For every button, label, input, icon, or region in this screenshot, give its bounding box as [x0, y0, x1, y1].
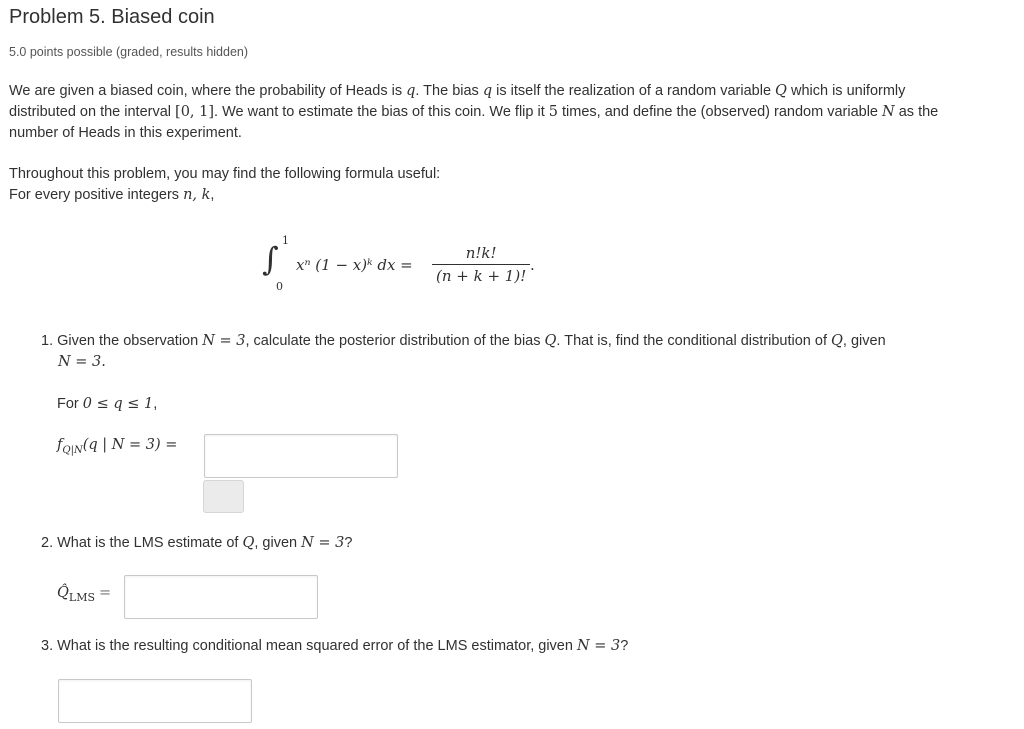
formula-intro-line-2: For every positive integers n, k,	[9, 187, 215, 203]
intro-line-2: distributed on the interval [0, 1]. We want to estimate the bias of this coin. We flip it 5 times, and define the (observed) random variable N as the	[9, 104, 939, 120]
formula-intro-line-1: Throughout this problem, you may find the following formula useful:	[9, 166, 441, 182]
integral-sign: ∫	[262, 240, 279, 278]
formula-period: .	[530, 256, 535, 274]
q2-answer-input[interactable]	[124, 575, 318, 619]
integrand: xⁿ (1 − x)ᵏ dx =	[296, 256, 413, 274]
q1-math-preview-button[interactable]	[203, 480, 244, 513]
formula-fraction	[432, 244, 530, 285]
q2-answer-label: $Q̂_{LMS}$ =	[57, 585, 112, 604]
fraction-denominator: (n + k + 1)!	[432, 264, 530, 285]
problem-title: Problem 5. Biased coin	[9, 6, 215, 28]
q1-text-line-2: N = 3.	[58, 354, 106, 370]
q1-answer-input[interactable]	[204, 434, 398, 478]
points-info: 5.0 points possible (graded, results hidden)	[9, 45, 249, 59]
intro-line-3: number of Heads in this experiment.	[9, 125, 242, 141]
intro-line-1: We are given a biased coin, where the probability of Heads is q. The bias q is itself the realization of a random variable Q which is uniformly	[9, 83, 906, 99]
integral-lower-limit: 0	[276, 280, 283, 293]
q2-text: 2. What is the LMS estimate of Q, given N = 3?	[41, 535, 353, 551]
q3-answer-input[interactable]	[58, 679, 252, 723]
q1-answer-label: $f_{Q|N}(q$ | N = 3) =	[57, 437, 178, 456]
q1-text-line-1: 1. Given the observation N = 3, calculate the posterior distribution of the bias Q. That is, find the conditional distribution of Q, given	[41, 333, 886, 349]
integral-upper-limit: 1	[282, 234, 289, 247]
q1-range-text: For 0 ≤ q ≤ 1,	[57, 396, 158, 412]
q3-text: 3. What is the resulting conditional mean squared error of the LMS estimator, given N = 3?	[41, 638, 629, 654]
fraction-numerator: n!k!	[465, 244, 497, 262]
